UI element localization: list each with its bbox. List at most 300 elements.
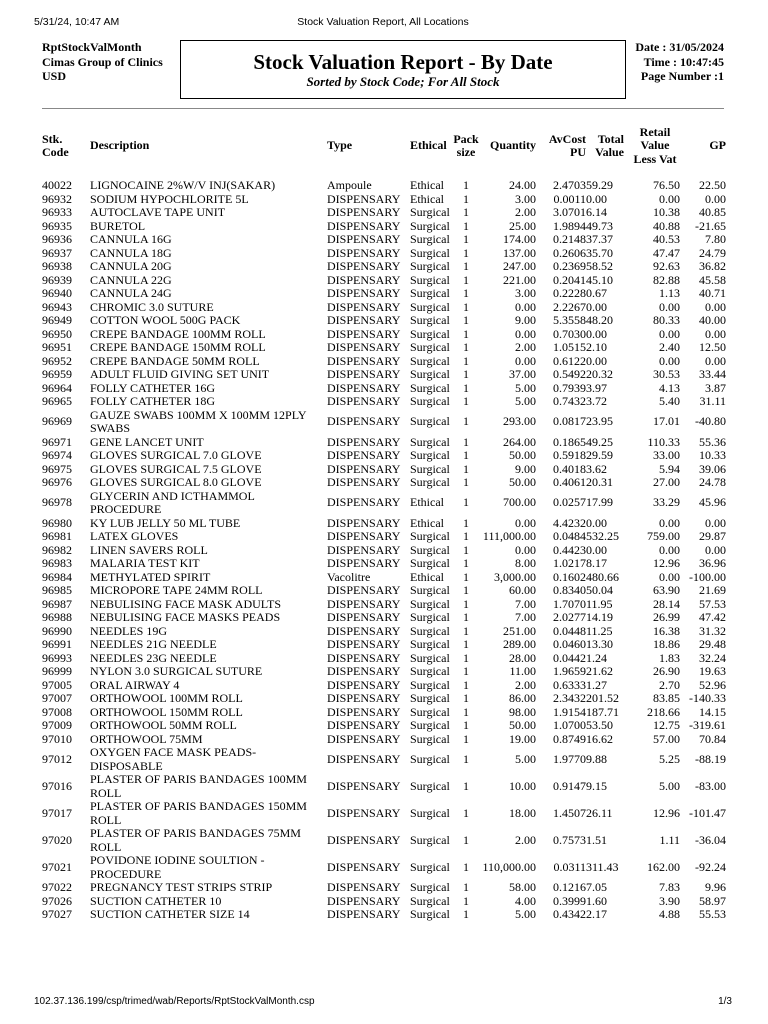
cell-ethical: Surgical [410,718,450,732]
col-header-code: Stk. Code [42,131,69,159]
cell-avcost: 2.2267 [553,299,586,314]
cell-description: GLOVES SURGICAL 8.0 GLOVE [90,475,262,489]
cell-gp: 40.00 [699,313,726,327]
table-row [42,746,726,773]
col-header-total-value: Total Value [595,131,624,159]
cell-code: 96981 [42,529,72,543]
cell-avcost: 0.6122 [553,353,586,368]
table-row [42,557,726,571]
cell-total-value: 0.00 [586,542,607,557]
cell-gp: -100.00 [689,569,726,584]
cell-ethical: Surgical [410,880,450,894]
table-row [42,206,726,220]
cell-ethical: Surgical [410,259,450,273]
cell-description: NYLON 3.0 SURGICAL SUTURE [90,664,263,678]
cell-ethical: Surgical [410,751,450,766]
cell-total-value: 1.51 [586,832,607,847]
cell-total-value: 0.00 [586,299,607,314]
cell-avcost: 2.4703 [553,178,586,192]
cell-description: PLASTER OF PARIS BANDAGES 75MM ROLL [90,826,301,854]
cell-total-value: 23.95 [586,414,613,429]
cell-retail-value: 1.13 [659,286,680,300]
cell-avcost: 0.5918 [553,448,586,462]
table-row [42,679,726,693]
cell-pack-size: 1 [463,515,469,530]
cell-code: 97010 [42,731,72,746]
cell-description: KY LUB JELLY 50 ML TUBE [90,515,241,530]
cell-gp: 33.44 [699,367,726,381]
cell-description: LATEX GLOVES [90,529,179,543]
cell-retail-value: 5.40 [659,394,680,408]
report-date: Date : 31/05/2024 [635,40,724,54]
cell-quantity: 0.00 [515,542,536,557]
cell-avcost: 0.4061 [553,475,586,489]
cell-quantity: 50.00 [509,475,536,489]
cell-ethical: Surgical [410,677,450,692]
table-row [42,260,726,274]
cell-pack-size: 1 [463,805,469,820]
cell-total-value: 8.17 [586,556,607,570]
col-header-retail-value: Retail Value Less Vat [633,124,677,166]
cell-avcost: 0.0448 [553,623,586,638]
cell-ethical: Surgical [410,596,450,611]
cell-retail-value: 12.96 [653,556,680,570]
cell-pack-size: 1 [463,704,469,719]
cell-pack-size: 1 [463,569,469,584]
print-datetime: 5/31/24, 10:47 AM [34,16,120,28]
cell-description: CANNULA 20G [90,259,172,273]
cell-code: 96951 [42,340,72,354]
cell-quantity: 2.00 [515,677,536,692]
cell-quantity: 5.00 [515,394,536,408]
table-row [42,301,726,315]
cell-pack-size: 1 [463,583,469,597]
cell-gp: 14.15 [699,704,726,719]
cell-code: 96959 [42,367,72,381]
cell-description: ORTHOWOOL 100MM ROLL [90,691,243,705]
cell-description: LIGNOCAINE 2%W/V INJ(SAKAR) [90,178,276,192]
cell-retail-value: 40.53 [653,232,680,246]
table-row [42,463,726,477]
table-row [42,692,726,706]
cell-retail-value: 26.90 [653,664,680,678]
cell-total-value: 2.10 [586,340,607,354]
print-page-count: 1/3 [718,996,732,1007]
table-row [42,179,726,193]
cell-retail-value: 92.63 [653,259,680,273]
cell-code: 97016 [42,778,72,793]
currency: USD [42,69,67,83]
cell-avcost: 0.2148 [553,232,586,246]
cell-retail-value: 0.00 [659,542,680,557]
cell-gp: 0.00 [705,299,726,314]
cell-type: DISPENSARY [327,718,401,732]
cell-gp: 31.11 [699,394,726,408]
cell-code: 40022 [42,178,72,192]
cell-pack-size: 1 [463,394,469,408]
cell-avcost: 1.0515 [553,340,586,354]
cell-retail-value: 28.14 [653,596,680,611]
cell-pack-size: 1 [463,832,469,847]
cell-total-value: 13.30 [586,637,613,651]
cell-pack-size: 1 [463,191,469,206]
table-row [42,719,726,733]
cell-code: 96988 [42,610,72,624]
cell-ethical: Surgical [410,286,450,300]
cell-retail-value: 40.88 [653,218,680,233]
cell-ethical: Surgical [410,394,450,408]
cell-code: 97022 [42,880,72,894]
cell-gp: 57.53 [699,596,726,611]
cell-quantity: 251.00 [503,623,536,638]
report-right-header [635,40,724,84]
cell-ethical: Surgical [410,907,450,921]
col-header-gp: GP [709,138,726,153]
cell-total-value: 187.71 [586,704,619,719]
cell-quantity: 174.00 [503,232,536,246]
cell-retail-value: 1.11 [659,832,680,847]
cell-pack-size: 1 [463,475,469,489]
cell-code: 96964 [42,380,72,395]
cell-pack-size: 1 [463,778,469,793]
cell-retail-value: 18.86 [653,637,680,651]
cell-quantity: 19.00 [509,731,536,746]
cell-quantity: 0.00 [515,299,536,314]
cell-gp: -140.33 [689,691,726,705]
cell-description: PREGNANCY TEST STRIPS STRIP [90,880,273,894]
cell-avcost: 4.4232 [553,515,586,530]
cell-total-value: 9.15 [586,778,607,793]
cell-code: 96939 [42,272,72,287]
cell-total-value: 49.25 [586,434,613,449]
cell-type: DISPENSARY [327,529,401,543]
cell-ethical: Ethical [410,569,444,584]
cell-type: DISPENSARY [327,326,401,341]
cell-type: DISPENSARY [327,340,401,354]
cell-quantity: 3.00 [515,286,536,300]
cell-total-value: 58.52 [586,259,613,273]
cell-ethical: Ethical [410,178,444,192]
cell-quantity: 137.00 [503,245,536,260]
cell-type: DISPENSARY [327,286,401,300]
cell-code: 96999 [42,664,72,678]
cell-gp: 36.82 [699,259,726,273]
cell-avcost: 1.0700 [553,718,586,732]
cell-type: DISPENSARY [327,414,401,429]
cell-quantity: 0.00 [515,515,536,530]
cell-quantity: 11.00 [509,664,536,678]
cell-code: 96969 [42,414,72,429]
cell-type: DISPENSARY [327,677,401,692]
cell-gp: 40.85 [699,205,726,219]
cell-description: AUTOCLAVE TAPE UNIT [90,205,226,219]
cell-pack-size: 1 [463,650,469,665]
cell-ethical: Surgical [410,778,450,793]
cell-gp: 0.00 [705,191,726,206]
cell-gp: 58.97 [699,893,726,908]
cell-gp: -319.61 [689,718,726,732]
col-header-type: Type [327,138,353,153]
cell-total-value: 3.97 [586,380,607,395]
cell-type: Ampoule [327,178,372,192]
cell-description: POVIDONE IODINE SOULTION - PROCEDURE [90,853,265,881]
stock-valuation-table [42,117,726,922]
cell-gp: 29.87 [699,529,726,543]
cell-retail-value: 0.00 [659,191,680,206]
cell-type: DISPENSARY [327,205,401,219]
cell-type: DISPENSARY [327,259,401,273]
cell-retail-value: 82.88 [653,272,680,287]
cell-type: DISPENSARY [327,394,401,408]
cell-total-value: 14.19 [586,610,613,624]
cell-type: DISPENSARY [327,245,401,260]
cell-pack-size: 1 [463,414,469,429]
cell-code: 96993 [42,650,72,665]
cell-pack-size: 1 [463,637,469,651]
cell-gp: -21.65 [695,218,726,233]
cell-gp: 0.00 [705,515,726,530]
table-row [42,611,726,625]
table-row [42,328,726,342]
report-time: Time : 10:47:45 [643,54,724,69]
cell-code: 97026 [42,893,72,908]
table-row [42,544,726,558]
cell-retail-value: 0.00 [659,569,680,584]
cell-code: 96950 [42,326,72,341]
cell-description: GAUZE SWABS 100MM X 100MM 12PLY SWABS [90,407,307,435]
cell-total-value: 53.50 [586,718,613,732]
cell-gp: 70.84 [699,731,726,746]
cell-gp: 39.06 [699,461,726,476]
cell-type: DISPENSARY [327,805,401,820]
cell-gp: 52.96 [699,677,726,692]
cell-type: DISPENSARY [327,191,401,206]
cell-ethical: Surgical [410,542,450,557]
cell-description: LINEN SAVERS ROLL [90,542,208,557]
cell-description: CREPE BANDAGE 150MM ROLL [90,340,266,354]
cell-quantity: 58.00 [509,880,536,894]
cell-pack-size: 1 [463,691,469,705]
cell-type: DISPENSARY [327,556,401,570]
cell-retail-value: 110.33 [647,434,680,449]
cell-type: DISPENSARY [327,232,401,246]
table-row [42,598,726,612]
cell-pack-size: 1 [463,218,469,233]
cell-pack-size: 1 [463,299,469,314]
cell-quantity: 3.00 [515,191,536,206]
table-row [42,233,726,247]
cell-retail-value: 5.94 [659,461,680,476]
cell-quantity: 293.00 [503,414,536,429]
cell-total-value: 480.66 [586,569,619,584]
cell-avcost: 1.9154 [553,704,586,719]
table-row [42,287,726,301]
table-row [42,854,726,881]
table-row [42,800,726,827]
cell-gp: 0.00 [705,353,726,368]
cell-avcost: 0.4342 [553,907,586,921]
cell-gp: 47.42 [699,610,726,624]
cell-description: ADULT FLUID GIVING SET UNIT [90,367,270,381]
table-row [42,355,726,369]
table-row [42,341,726,355]
cell-type: DISPENSARY [327,859,401,874]
col-header-avcost: AvCost PU [548,131,586,159]
cell-total-value: 1.27 [586,677,607,692]
cell-avcost: 0.4423 [553,542,586,557]
cell-description: NEEDLES 23G NEEDLE [90,650,217,665]
cell-retail-value: 218.66 [647,704,680,719]
cell-gp: 36.96 [699,556,726,570]
cell-description: NEBULISING FACE MASK ADULTS [90,596,282,611]
cell-code: 96949 [42,313,72,327]
cell-quantity: 10.00 [509,778,536,793]
cell-retail-value: 4.13 [659,380,680,395]
cell-avcost: 0.7573 [553,832,586,847]
table-row [42,490,726,517]
cell-description: SUCTION CATHETER 10 [90,893,222,908]
cell-avcost: 0.6333 [553,677,586,692]
cell-type: DISPENSARY [327,218,401,233]
cell-type: DISPENSARY [327,610,401,624]
table-body [42,175,726,922]
cell-quantity: 5.00 [515,751,536,766]
table-row [42,665,726,679]
cell-retail-value: 1.83 [659,650,680,665]
cell-description: CANNULA 18G [90,245,172,260]
cell-type: DISPENSARY [327,880,401,894]
table-row [42,368,726,382]
cell-avcost: 0.8749 [553,731,586,746]
cell-pack-size: 1 [463,529,469,543]
cell-avcost: 1.9659 [553,664,586,678]
cell-pack-size: 1 [463,313,469,327]
cell-pack-size: 1 [463,542,469,557]
cell-type: DISPENSARY [327,731,401,746]
cell-avcost: 0.1216 [553,880,586,894]
cell-retail-value: 5.00 [659,778,680,793]
cell-code: 96985 [42,583,72,597]
cell-type: DISPENSARY [327,583,401,597]
cell-total-value: 532.25 [586,529,619,543]
cell-ethical: Surgical [410,859,450,874]
cell-code: 96978 [42,495,72,510]
cell-retail-value: 0.00 [659,353,680,368]
cell-retail-value: 80.33 [653,313,680,327]
cell-description: PLASTER OF PARIS BANDAGES 150MM ROLL [90,799,307,827]
cell-type: DISPENSARY [327,475,401,489]
cell-code: 96982 [42,542,72,557]
cell-gp: -83.00 [695,778,726,793]
cell-quantity: 98.00 [509,704,536,719]
cell-gp: 24.79 [699,245,726,260]
cell-code: 97007 [42,691,72,705]
cell-avcost: 0.4018 [553,461,586,476]
cell-type: DISPENSARY [327,893,401,908]
cell-type: DISPENSARY [327,623,401,638]
cell-gp: -36.04 [695,832,726,847]
cell-ethical: Surgical [410,205,450,219]
cell-code: 96974 [42,448,72,462]
cell-code: 96940 [42,286,72,300]
cell-pack-size: 1 [463,380,469,395]
cell-retail-value: 63.90 [653,583,680,597]
cell-quantity: 86.00 [509,691,536,705]
cell-total-value: 201.52 [586,691,619,705]
cell-avcost: 0.8340 [553,583,586,597]
cell-quantity: 289.00 [503,637,536,651]
cell-retail-value: 33.29 [653,495,680,510]
cell-total-value: 20.32 [586,367,613,381]
cell-quantity: 4.00 [515,893,536,908]
cell-avcost: 0.1602 [553,569,586,584]
cell-ethical: Surgical [410,475,450,489]
cell-avcost: 0.0460 [553,637,586,651]
cell-ethical: Surgical [410,583,450,597]
cell-type: DISPENSARY [327,691,401,705]
cell-gp: 55.53 [699,907,726,921]
cell-description: ORTHOWOOL 75MM [90,731,203,746]
cell-description: CREPE BANDAGE 100MM ROLL [90,326,266,341]
cell-code: 97012 [42,751,72,766]
cell-avcost: 0.7939 [553,380,586,395]
cell-code: 96991 [42,637,72,651]
cell-avcost: 0.1865 [553,434,586,449]
cell-pack-size: 1 [463,448,469,462]
cell-total-value: 50.04 [586,583,613,597]
cell-type: DISPENSARY [327,353,401,368]
cell-quantity: 0.00 [515,353,536,368]
cell-description: PLASTER OF PARIS BANDAGES 100MM ROLL [90,772,307,800]
cell-code: 96976 [42,475,72,489]
cell-description: GLYCERIN AND ICTHAMMOL PROCEDURE [90,488,255,516]
cell-pack-size: 1 [463,859,469,874]
cell-ethical: Surgical [410,691,450,705]
cell-pack-size: 1 [463,731,469,746]
cell-total-value: 0.00 [586,515,607,530]
cell-avcost: 0.0817 [553,414,586,429]
cell-total-value: 48.20 [586,313,613,327]
cell-total-value: 49.73 [586,218,613,233]
cell-gp: 0.00 [705,542,726,557]
cell-total-value: 11.25 [586,623,613,638]
cell-type: DISPENSARY [327,448,401,462]
table-row [42,409,726,436]
cell-pack-size: 1 [463,367,469,381]
cell-ethical: Surgical [410,637,450,651]
cell-code: 96932 [42,191,72,206]
table-row [42,247,726,261]
cell-type: DISPENSARY [327,637,401,651]
cell-retail-value: 0.00 [659,299,680,314]
cell-pack-size: 1 [463,461,469,476]
cell-avcost: 0.2041 [553,272,586,287]
cell-type: DISPENSARY [327,495,401,510]
table-row [42,652,726,666]
cell-quantity: 221.00 [503,272,536,287]
cell-gp: 3.87 [705,380,726,395]
cell-pack-size: 1 [463,205,469,219]
cell-gp: -88.19 [695,751,726,766]
cell-description: CANNULA 22G [90,272,172,287]
cell-type: DISPENSARY [327,313,401,327]
cell-pack-size: 1 [463,495,469,510]
cell-avcost: 2.0277 [553,610,586,624]
cell-code: 96990 [42,623,72,638]
company-name: Cimas Group of Clinics [42,54,163,69]
cell-quantity: 28.00 [509,650,536,665]
cell-pack-size: 1 [463,880,469,894]
